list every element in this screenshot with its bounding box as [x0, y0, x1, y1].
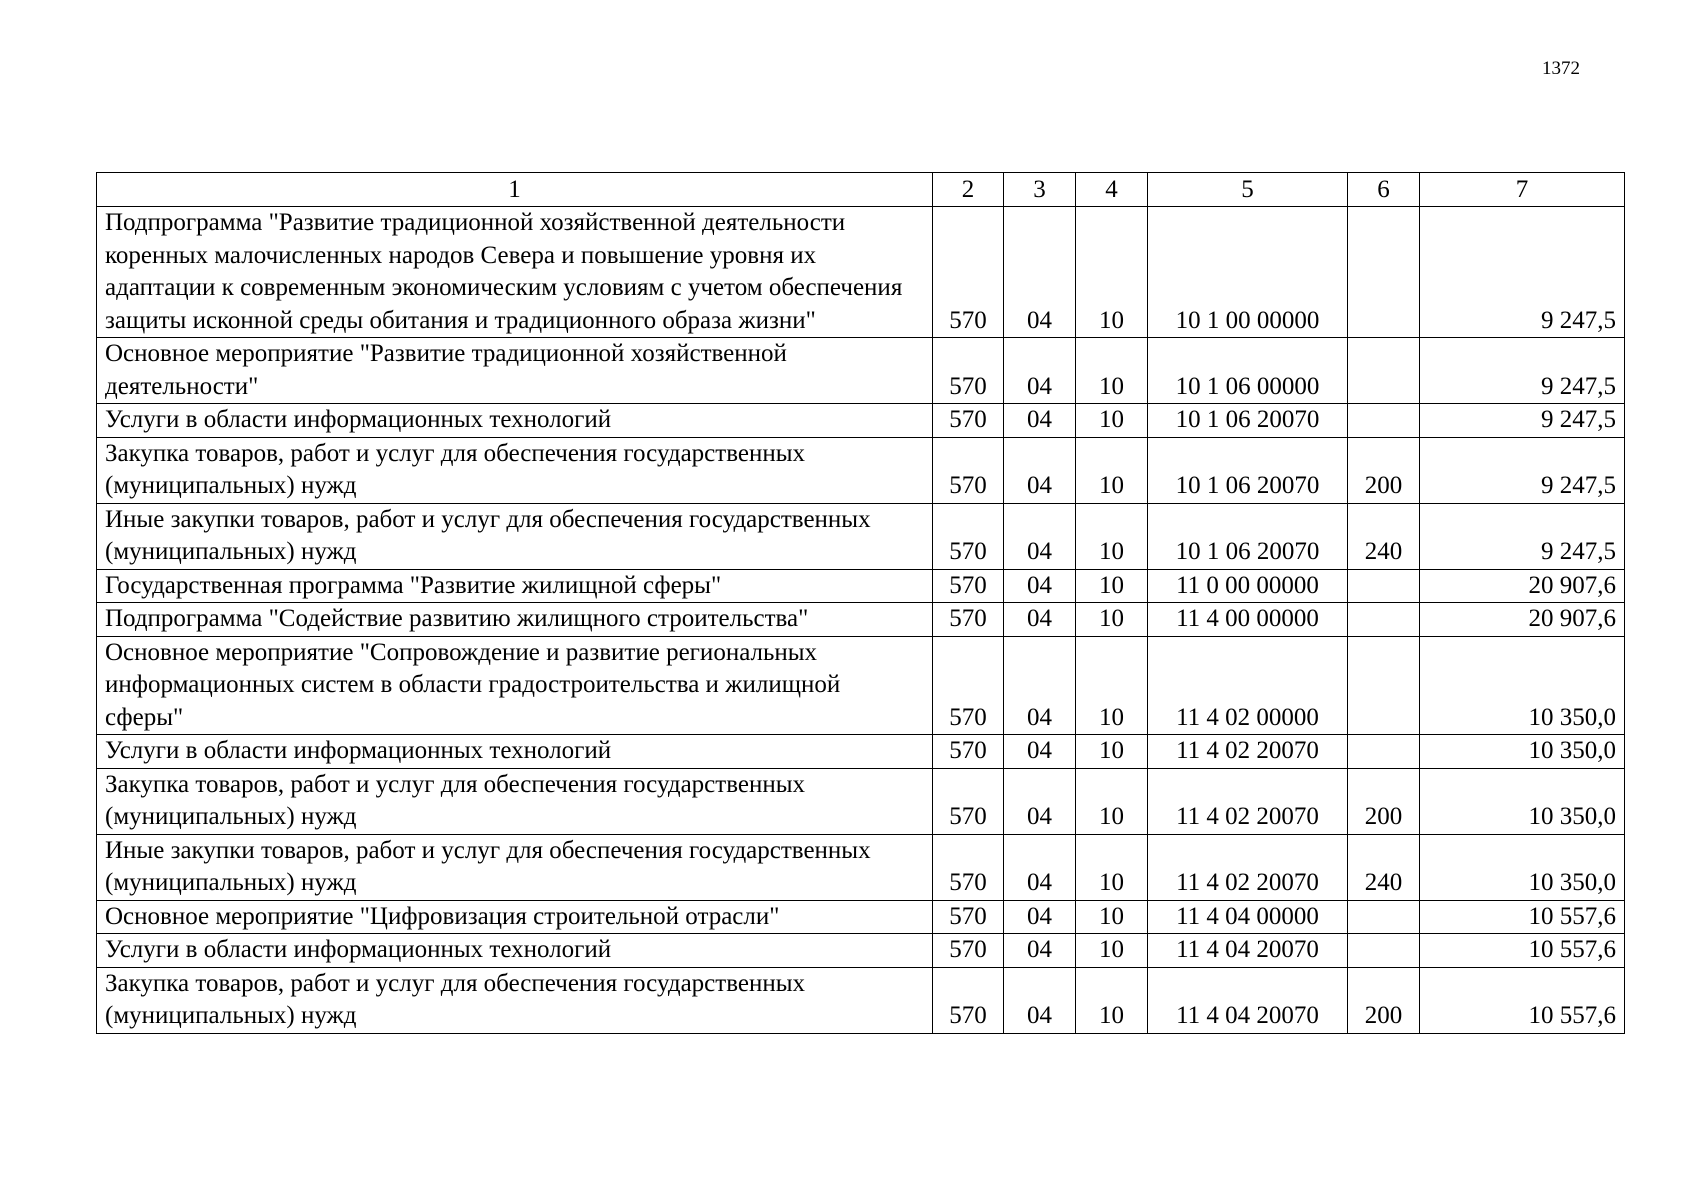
- expense-type-cell: [1348, 404, 1420, 438]
- subsection-cell: 10: [1076, 636, 1148, 735]
- section-cell: 04: [1004, 834, 1076, 900]
- section-cell: 04: [1004, 338, 1076, 404]
- section-cell: 04: [1004, 735, 1076, 769]
- amount-cell: 10 557,6: [1420, 900, 1625, 934]
- target-item-cell: 10 1 00 00000: [1148, 207, 1348, 338]
- subsection-cell: 10: [1076, 603, 1148, 637]
- amount-cell: 10 350,0: [1420, 768, 1625, 834]
- target-item-cell: 11 4 04 20070: [1148, 967, 1348, 1033]
- row-name-cell: Закупка товаров, работ и услуг для обеспечения государственных (муниципальных) нужд: [97, 768, 933, 834]
- table-row: [97, 636, 1625, 735]
- target-item-cell: 11 4 02 20070: [1148, 834, 1348, 900]
- budget-table: [96, 172, 1625, 1034]
- amount-cell: 10 557,6: [1420, 967, 1625, 1033]
- table-row: [97, 967, 1625, 1033]
- section-cell: 04: [1004, 503, 1076, 569]
- table-row: [97, 768, 1625, 834]
- row-name-cell: Услуги в области информационных технологий: [97, 934, 933, 968]
- amount-cell: 9 247,5: [1420, 503, 1625, 569]
- subsection-cell: 10: [1076, 900, 1148, 934]
- subsection-cell: 10: [1076, 503, 1148, 569]
- expense-type-cell: 240: [1348, 503, 1420, 569]
- header-row: [97, 173, 1625, 207]
- subsection-cell: 10: [1076, 569, 1148, 603]
- expense-type-cell: [1348, 603, 1420, 637]
- amount-cell: 10 350,0: [1420, 834, 1625, 900]
- subsection-cell: 10: [1076, 934, 1148, 968]
- table-row: [97, 735, 1625, 769]
- section-cell: 04: [1004, 967, 1076, 1033]
- subsection-cell: 10: [1076, 834, 1148, 900]
- expense-type-cell: [1348, 636, 1420, 735]
- row-name-cell: Закупка товаров, работ и услуг для обеспечения государственных (муниципальных) нужд: [97, 437, 933, 503]
- target-item-cell: 11 4 04 00000: [1148, 900, 1348, 934]
- section-cell: 04: [1004, 207, 1076, 338]
- header-cell: 2: [933, 173, 1004, 207]
- section-cell: 04: [1004, 636, 1076, 735]
- header-cell: 3: [1004, 173, 1076, 207]
- amount-cell: 9 247,5: [1420, 404, 1625, 438]
- expense-type-cell: 200: [1348, 967, 1420, 1033]
- expense-type-cell: [1348, 338, 1420, 404]
- section-cell: 04: [1004, 569, 1076, 603]
- subsection-cell: 10: [1076, 338, 1148, 404]
- code-cell: 570: [933, 900, 1004, 934]
- row-name-cell: Основное мероприятие "Развитие традиционной хозяйственной деятельности": [97, 338, 933, 404]
- expense-type-cell: 200: [1348, 437, 1420, 503]
- code-cell: 570: [933, 404, 1004, 438]
- section-cell: 04: [1004, 900, 1076, 934]
- target-item-cell: 10 1 06 20070: [1148, 404, 1348, 438]
- row-name-cell: Основное мероприятие "Цифровизация строительной отрасли": [97, 900, 933, 934]
- amount-cell: 9 247,5: [1420, 338, 1625, 404]
- row-name-cell: Услуги в области информационных технологий: [97, 404, 933, 438]
- amount-cell: 9 247,5: [1420, 437, 1625, 503]
- amount-cell: 10 350,0: [1420, 636, 1625, 735]
- code-cell: 570: [933, 768, 1004, 834]
- code-cell: 570: [933, 603, 1004, 637]
- section-cell: 04: [1004, 404, 1076, 438]
- header-cell: 6: [1348, 173, 1420, 207]
- target-item-cell: 11 4 02 20070: [1148, 768, 1348, 834]
- code-cell: 570: [933, 569, 1004, 603]
- table-row: [97, 404, 1625, 438]
- table-row: [97, 603, 1625, 637]
- row-name-cell: Подпрограмма "Развитие традиционной хозяйственной деятельности коренных малочисленных народов Севера и повышение уровня их адаптации к современным экономическим условиям с учетом обеспечения защиты исконной среды обитания и традиционного образа жизни": [97, 207, 933, 338]
- section-cell: 04: [1004, 603, 1076, 637]
- subsection-cell: 10: [1076, 735, 1148, 769]
- code-cell: 570: [933, 735, 1004, 769]
- header-cell: 7: [1420, 173, 1625, 207]
- page-number: 1372: [1542, 58, 1580, 79]
- header-cell: 5: [1148, 173, 1348, 207]
- subsection-cell: 10: [1076, 437, 1148, 503]
- expense-type-cell: [1348, 900, 1420, 934]
- table-row: [97, 569, 1625, 603]
- row-name-cell: Закупка товаров, работ и услуг для обеспечения государственных (муниципальных) нужд: [97, 967, 933, 1033]
- section-cell: 04: [1004, 437, 1076, 503]
- table-row: [97, 207, 1625, 338]
- expense-type-cell: [1348, 735, 1420, 769]
- row-name-cell: Иные закупки товаров, работ и услуг для обеспечения государственных (муниципальных) нужд: [97, 503, 933, 569]
- row-name-cell: Подпрограмма "Содействие развитию жилищного строительства": [97, 603, 933, 637]
- section-cell: 04: [1004, 934, 1076, 968]
- amount-cell: 20 907,6: [1420, 603, 1625, 637]
- target-item-cell: 11 4 02 00000: [1148, 636, 1348, 735]
- header-cell: 4: [1076, 173, 1148, 207]
- code-cell: 570: [933, 503, 1004, 569]
- table-row: [97, 437, 1625, 503]
- target-item-cell: 10 1 06 20070: [1148, 437, 1348, 503]
- target-item-cell: 10 1 06 00000: [1148, 338, 1348, 404]
- expense-type-cell: [1348, 569, 1420, 603]
- target-item-cell: 11 0 00 00000: [1148, 569, 1348, 603]
- amount-cell: 20 907,6: [1420, 569, 1625, 603]
- row-name-cell: Иные закупки товаров, работ и услуг для обеспечения государственных (муниципальных) нужд: [97, 834, 933, 900]
- table-row: [97, 503, 1625, 569]
- table-body: [97, 207, 1625, 1034]
- section-cell: 04: [1004, 768, 1076, 834]
- header-cell: 1: [97, 173, 933, 207]
- subsection-cell: 10: [1076, 404, 1148, 438]
- table-row: [97, 934, 1625, 968]
- code-cell: 570: [933, 934, 1004, 968]
- expense-type-cell: [1348, 934, 1420, 968]
- subsection-cell: 10: [1076, 967, 1148, 1033]
- expense-type-cell: 240: [1348, 834, 1420, 900]
- code-cell: 570: [933, 207, 1004, 338]
- row-name-cell: Государственная программа "Развитие жилищной сферы": [97, 569, 933, 603]
- code-cell: 570: [933, 636, 1004, 735]
- row-name-cell: Основное мероприятие "Сопровождение и развитие региональных информационных систем в области градостроительства и жилищной сферы": [97, 636, 933, 735]
- table-row: [97, 834, 1625, 900]
- amount-cell: 10 350,0: [1420, 735, 1625, 769]
- amount-cell: 9 247,5: [1420, 207, 1625, 338]
- table-row: [97, 338, 1625, 404]
- amount-cell: 10 557,6: [1420, 934, 1625, 968]
- subsection-cell: 10: [1076, 207, 1148, 338]
- table-row: [97, 900, 1625, 934]
- expense-type-cell: 200: [1348, 768, 1420, 834]
- expense-type-cell: [1348, 207, 1420, 338]
- target-item-cell: 11 4 04 20070: [1148, 934, 1348, 968]
- code-cell: 570: [933, 834, 1004, 900]
- code-cell: 570: [933, 437, 1004, 503]
- row-name-cell: Услуги в области информационных технологий: [97, 735, 933, 769]
- target-item-cell: 10 1 06 20070: [1148, 503, 1348, 569]
- code-cell: 570: [933, 338, 1004, 404]
- code-cell: 570: [933, 967, 1004, 1033]
- subsection-cell: 10: [1076, 768, 1148, 834]
- target-item-cell: 11 4 00 00000: [1148, 603, 1348, 637]
- target-item-cell: 11 4 02 20070: [1148, 735, 1348, 769]
